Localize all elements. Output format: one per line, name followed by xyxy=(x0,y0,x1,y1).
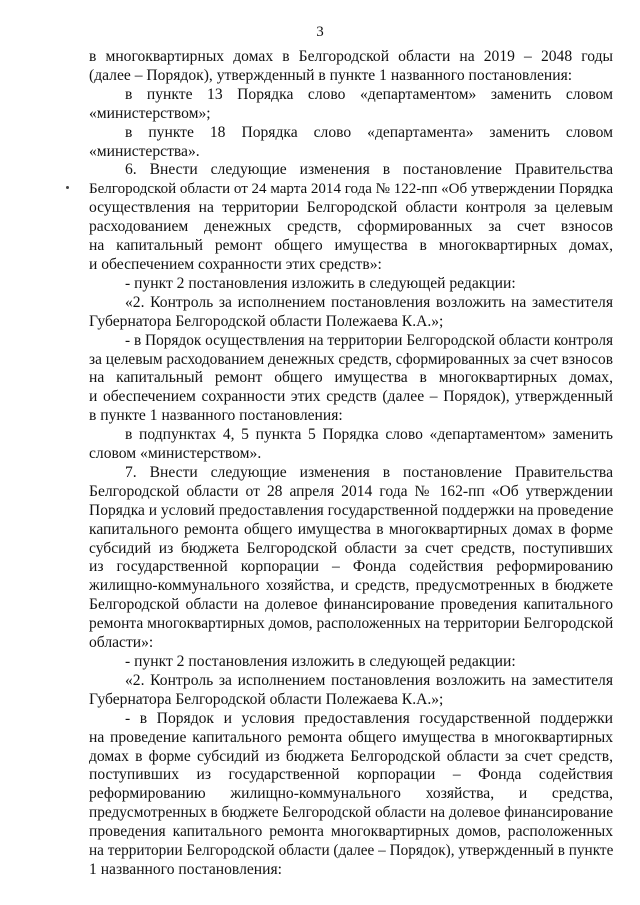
text-line: в пункте 18 Порядка слово «департамента» заменить словом xyxy=(125,123,613,141)
text-line: в пункте 13 Порядка слово «департаментом» заменить словом xyxy=(125,85,613,103)
text-line: на территории Белгородской области (далее – Порядок), утвержденный в пункте xyxy=(89,842,614,860)
text-line: - в Порядок и условия предоставления государственной поддержки xyxy=(125,709,613,727)
text-line: словом «министерством». xyxy=(89,445,262,463)
text-line: из государственной корпорации – Фонда содействия реформированию xyxy=(89,558,613,576)
document-body xyxy=(89,48,613,880)
text-line: ремонта многоквартирных домов, расположенных на территории Белгородской xyxy=(89,615,614,633)
text-line: Губернатора Белгородской области Полежаева К.А.»; xyxy=(89,690,444,708)
text-line: за целевым расходованием денежных средств, сформированных за счет взносов xyxy=(89,350,613,368)
text-line: области»: xyxy=(89,634,154,652)
text-line: домах в форме субсидий из бюджета Белгородской области за счет средств, xyxy=(89,747,613,765)
text-line: «министерства». xyxy=(89,142,200,160)
text-line: предусмотренных в бюджете Белгородской области на долевое финансирование xyxy=(89,804,613,822)
text-line: на проведение капитального ремонта общего имущества в многоквартирных xyxy=(89,728,613,746)
text-line: проведения капитального ремонта многоквартирных домов, расположенных xyxy=(89,823,613,841)
text-line: - пункт 2 постановления изложить в следующей редакции: xyxy=(125,274,516,292)
text-line: на капитальный ремонт общего имущества в многоквартирных домах, xyxy=(89,237,613,255)
text-line: «министерством»; xyxy=(89,104,211,122)
text-line: Порядка и условий предоставления государственной поддержки на проведение xyxy=(89,501,614,519)
text-line: (далее – Порядок), утвержденный в пункте 1 названного постановления: xyxy=(89,66,573,84)
text-line: Губернатора Белгородской области Полежаева К.А.»; xyxy=(89,312,444,330)
text-line: субсидий из бюджета Белгородской области за счет средств, поступивших xyxy=(89,539,613,557)
text-line: капитального ремонта общего имущества в многоквартирных домах в форме xyxy=(89,520,613,538)
text-line: 6. Внести следующие изменения в постановление Правительства xyxy=(125,161,613,179)
text-line: - пункт 2 постановления изложить в следующей редакции: xyxy=(125,653,516,670)
text-line: жилищно-коммунального хозяйства, и средств, предусмотренных в бюджете xyxy=(89,577,613,595)
text-line: на капитальный ремонт общего имущества в многоквартирных домах, xyxy=(89,369,613,387)
text-line: осуществления на территории Белгородской области контроля за целевым xyxy=(89,199,613,217)
text-line: поступивших из государственной корпорации – Фонда содействия xyxy=(89,766,613,784)
text-line: - в Порядок осуществления на территории Белгородской области контроля xyxy=(125,331,613,349)
text-line: «2. Контроль за исполнением постановления возложить на заместителя xyxy=(125,671,613,689)
text-line: в подпунктах 4, 5 пункта 5 Порядка слово «департаментом» заменить xyxy=(125,426,613,444)
text-line: и обеспечением сохранности этих средств (далее – Порядок), утвержденный xyxy=(89,388,613,406)
text-line: «2. Контроль за исполнением постановления возложить на заместителя xyxy=(125,293,613,311)
text-line: в многоквартирных домах в Белгородской области на 2019 – 2048 годы xyxy=(89,48,613,65)
text-line: расходованием денежных средств, сформированных за счет взносов xyxy=(89,218,613,236)
text-line: Белгородской области на долевое финансирование проведения капитального xyxy=(89,596,613,614)
text-line: 1 названного постановления: xyxy=(89,860,282,878)
text-line: 7. Внести следующие изменения в постановление Правительства xyxy=(125,463,613,481)
page-number: 3 xyxy=(316,24,324,40)
scan-artifact-dot xyxy=(66,186,69,189)
text-line: реформированию жилищно-коммунального хозяйства, и средства, xyxy=(89,785,613,803)
text-line: в пункте 1 названного постановления: xyxy=(89,407,343,425)
text-line: Белгородской области от 24 марта 2014 года № 122-пп «Об утверждении Порядка xyxy=(89,181,614,198)
text-line: Белгородской области от 28 апреля 2014 года № 162-пп «Об утверждении xyxy=(89,482,613,500)
text-line: и обеспечением сохранности этих средств»: xyxy=(89,255,382,273)
